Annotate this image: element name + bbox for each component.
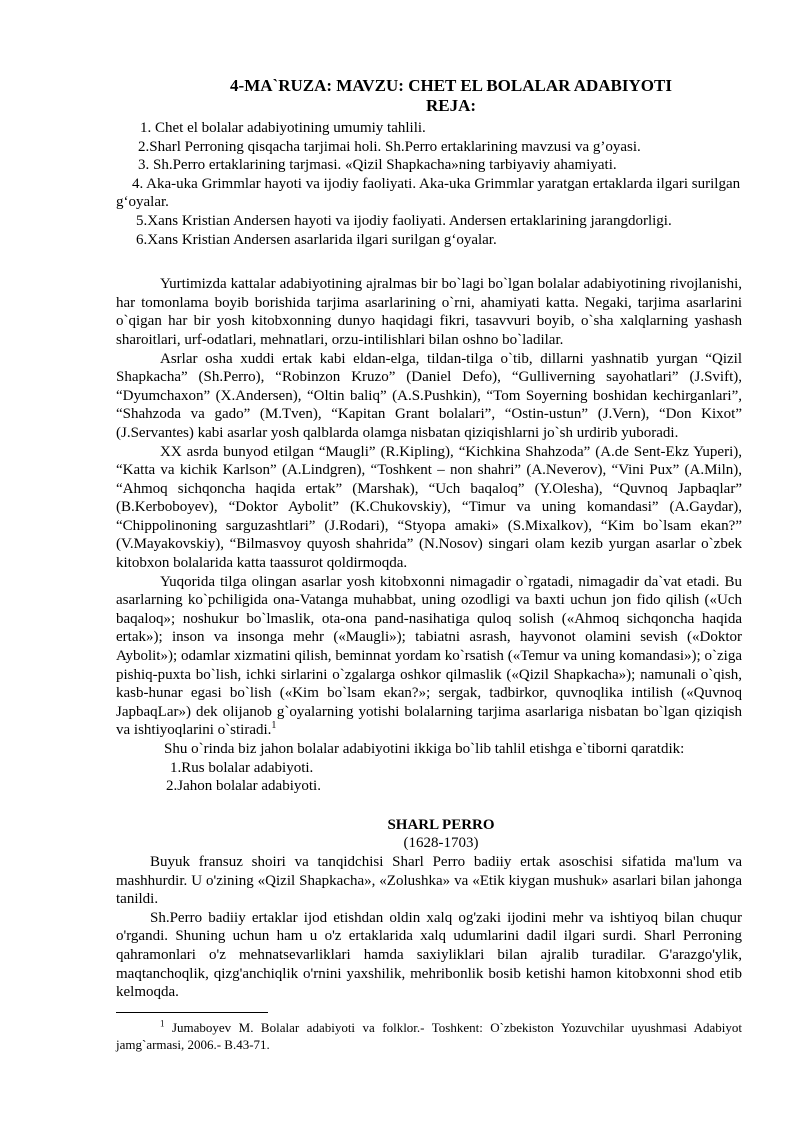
section-heading: SHARL PERRO: [387, 816, 495, 833]
section-body: [116, 853, 742, 1002]
paragraph-with-footnote: [116, 573, 742, 740]
lecture-title: 4-MA`RUZA: MAVZU: CHET EL BOLALAR ADABIYOTI: [230, 76, 672, 95]
section-years: (1628-1703): [403, 835, 479, 852]
plan-item: 1. Chet el bolalar adabiyotining umumiy tahlili.: [140, 120, 426, 136]
footnote-separator: [116, 1012, 268, 1013]
footnote-text: Jumaboyev M. Bolalar adabiyoti va folklor.- Toshkent: O`zbekiston Yozuvchilar uyushmasi Adabiyot jamg`armasi, 2006.- B.43-71.: [116, 1019, 742, 1052]
plan-item: 3. Sh.Perro ertaklarining tarjmasi. «Qizil Shapkacha»ning tarbiyaviy ahamiyati.: [138, 157, 617, 174]
plan-item: 2.Sharl Perroning qisqacha tarjimai holi. Sh.Perro ertaklarining mavzusi va g’oyasi.: [138, 138, 641, 155]
division-item: 2.Jahon bolalar adabiyoti.: [166, 778, 321, 795]
plan-heading: REJA:: [425, 96, 477, 115]
division-item: 1.Rus bolalar adabiyoti.: [170, 759, 314, 776]
spacer: [116, 249, 742, 275]
footnote-number: 1: [160, 1018, 165, 1029]
paragraph-text: Yuqorida tilga olingan asarlar yosh kitobxonni nimagadir o`rgatadi, nimagadir da`vat etadi. Bu asarlarning ko`pchiligida ona-Vatanga muhabbat, uning ozodligi va baxti uchun jon fido qilish («Uch baqaloq»; noshukur bo`lmaslik, ota-ona pand-nasihatiga quloq solish («Ahmoq sichqoncha haqida ertak»); inson va insonga mehr («Maugli»); tabiatni asrash, hayvonot olamini sevish («Doktor Aybolit»); odamlar xizmatini qilish, beminnat yordam ko`rsatish («Temur va uning komandasi»); o`ziga pishiq-puxta bo`lish, ichki sirlarini o`zgalarga oshkor qilmaslik («Qizil Shapkacha»); namunali o`qish, kasb-hunar egasi bo`lish («Kim bo`lsam ekan?»; sergak, tadbirkor, quvnoqlika intilish («Quvnoq JapbaqLar») dek olijanob g`oyalarning yotishi bolalarning tarjima asarlariga nisbatan bo`lgan qiziqish va ishtiyoqlarini o`stiradi.: [116, 573, 742, 739]
body-text: [116, 275, 742, 796]
paragraph: Sh.Perro badiiy ertaklar ijod etishdan oldin xalq og'zaki ijodini mehr va ishtiyoq bilan chuqur o'rgandi. Shuning uchun ham u o'z ertaklarida xalq udumlarini dadil ilgari surdi. Sharl Perroning qahramonlari o'z mehnatsevarliklari hamda saxiyliklari bilan ajralib turadilar. G'arazgo'ylik, maqtanchoqlik, qizg'anchiqlik o'rnini yaxshilik, mehribonlik bosib ketishi hamon kitobxonni shod etib kelmoqda.: [116, 909, 742, 1001]
paragraph: XX asrda bunyod etilgan “Maugli” (R.Kipling), “Kichkina Shahzoda” (A.de Sent-Ekz Yuperi), “Katta va kichik Karlson” (A.Lindgren), “Toshkent – non shahri” (A.Neverov), “Vini Pux” (A.Miln), “Ahmoq sichqoncha haqida ertak” (Marshak), “Uch baqaloq” (Y.Olesha), “Quvnoq Japbaqlar” (B.Kerboboyev), “Doktor Aybolit” (K.Chukovskiy), “Timur va uning komandasi” (A.Gaydar), “Chippolinoning sarguzashtlari” (J.Rodari), “Styopa amaki» (S.Mixalkov), “Kim bo`lsam ekan?” (V.Mayakovskiy), “Bilmasvoy quyosh shahrida” (N.Nosov) singari olam kezib yurgan asarlar o`zbek kitobxon bolalarida katta taassurot qoldirmoqda.: [116, 443, 742, 572]
paragraph: Shu o`rinda biz jahon bolalar adabiyotini ikkiga bo`lib tahlil etishga e`tiborni qaratdik:: [164, 741, 685, 757]
plan-list: [116, 119, 742, 249]
footnote-reference[interactable]: 1: [271, 720, 277, 732]
paragraph: Yurtimizda kattalar adabiyotining ajralmas bir bo`lagi bo`lgan bolalar adabiyotining rivojlanishi, har tomonlama boyib borishida tarjima asarlarining o`rni, ahamiyati katta. Negaki, tarjima asarlarini o`qigan har bir yosh kitobxonning dunyo haqidagi fikri, tasavvuri boyib, o`sha xalqlarning yashash sharoitlari, urf-odatlari, mehnatlari, orzu-intilishlari bilan oshno bo`ladilar.: [116, 276, 742, 348]
footnote: [116, 1019, 742, 1053]
paragraph: Asrlar osha xuddi ertak kabi eldan-elga, tildan-tilga o`tib, dillarni yashnatib yurgan “Qizil Shapkacha” (Sh.Perro), “Robinzon Kruzo” (Daniel Defo), “Gulliverning sayohatlari” (J.Svift), “Dyumchaxon” (X.Andersen), “Oltin baliq” (A.S.Pushkin), “Tom Soyerning boshidan kechirganlari”, “Shahzoda va gado” (M.Tven), “Kapitan Grant bolalari”, “Ostin-ustun” (J.Vern), “Don Kixot” (J.Servantes) kabi asarlar yosh qalblarda olamga nisbatan qiziqishlarni jo`sh urdirib yuboradi.: [116, 350, 742, 441]
plan-item: 6.Xans Kristian Andersen asarlarida ilgari surilgan g‘oyalar.: [136, 231, 497, 248]
paragraph: Buyuk fransuz shoiri va tanqidchisi Sharl Perro badiiy ertak asoschisi sifatida ma'lum va mashhurdir. U o'zining «Qizil Shapkacha», «Zolushka» va «Etik kiygan mushuk» asarlari bilan jahonga tanildi.: [116, 853, 742, 908]
plan-item: 4. Aka-uka Grimmlar hayoti va ijodiy faoliyati. Aka-uka Grimmlar yaratgan ertaklarda ilgari surilgan g‘oyalar.: [116, 175, 741, 211]
document-page: [116, 76, 742, 1053]
plan-item: 5.Xans Kristian Andersen hayoti va ijodiy faoliyati. Andersen ertaklarining jarangdorligi.: [136, 212, 672, 229]
